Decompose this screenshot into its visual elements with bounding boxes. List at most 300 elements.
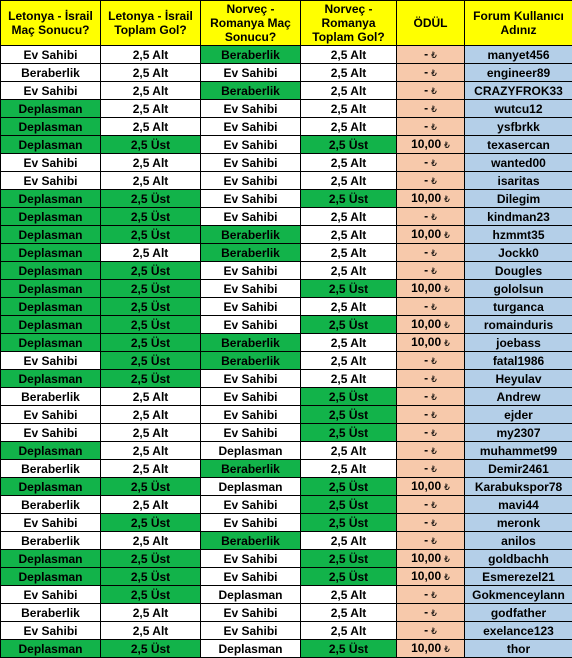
prize-amount: 10,00 bbox=[411, 281, 441, 295]
cell-norway-romania-result: Deplasman bbox=[201, 478, 301, 496]
header-latvia-israel-goals: Letonya - İsrail Toplam Gol? bbox=[101, 1, 201, 46]
cell-latvia-israel-result: Deplasman bbox=[1, 442, 101, 460]
cell-latvia-israel-result: Ev Sahibi bbox=[1, 586, 101, 604]
lira-icon: ₺ bbox=[444, 572, 450, 582]
header-forum-username: Forum Kullanıcı Adınız bbox=[465, 1, 572, 46]
prize-amount: 10,00 bbox=[411, 641, 441, 655]
prize-amount: - bbox=[424, 461, 428, 475]
cell-latvia-israel-goals: 2,5 Alt bbox=[101, 604, 201, 622]
prize-amount: - bbox=[424, 299, 428, 313]
cell-prize bbox=[397, 118, 465, 136]
cell-forum-username: Karabukspor78 bbox=[465, 478, 572, 496]
prize-amount: 10,00 bbox=[411, 191, 441, 205]
table-row bbox=[1, 190, 572, 208]
cell-prize bbox=[397, 280, 465, 298]
cell-latvia-israel-result: Ev Sahibi bbox=[1, 424, 101, 442]
lira-icon: ₺ bbox=[431, 212, 437, 222]
cell-latvia-israel-goals: 2,5 Alt bbox=[101, 46, 201, 64]
lira-icon: ₺ bbox=[431, 86, 437, 96]
cell-latvia-israel-goals: 2,5 Alt bbox=[101, 100, 201, 118]
cell-norway-romania-result: Ev Sahibi bbox=[201, 136, 301, 154]
cell-norway-romania-goals: 2,5 Alt bbox=[301, 244, 397, 262]
table-row bbox=[1, 586, 572, 604]
cell-prize bbox=[397, 64, 465, 82]
prize-amount: - bbox=[424, 47, 428, 61]
cell-prize bbox=[397, 388, 465, 406]
cell-forum-username: goldbachh bbox=[465, 550, 572, 568]
table-row bbox=[1, 316, 572, 334]
cell-forum-username: thor bbox=[465, 640, 572, 658]
cell-norway-romania-result: Deplasman bbox=[201, 640, 301, 658]
cell-latvia-israel-result: Beraberlik bbox=[1, 64, 101, 82]
prize-amount: - bbox=[424, 389, 428, 403]
cell-latvia-israel-result: Deplasman bbox=[1, 226, 101, 244]
cell-latvia-israel-result: Beraberlik bbox=[1, 604, 101, 622]
cell-latvia-israel-goals: 2,5 Alt bbox=[101, 154, 201, 172]
cell-forum-username: fatal1986 bbox=[465, 352, 572, 370]
cell-latvia-israel-goals: 2,5 Üst bbox=[101, 190, 201, 208]
cell-norway-romania-goals: 2,5 Alt bbox=[301, 532, 397, 550]
prize-amount: - bbox=[424, 497, 428, 511]
cell-norway-romania-goals: 2,5 Alt bbox=[301, 172, 397, 190]
cell-latvia-israel-result: Beraberlik bbox=[1, 532, 101, 550]
prize-amount: - bbox=[424, 353, 428, 367]
cell-prize bbox=[397, 352, 465, 370]
lira-icon: ₺ bbox=[431, 248, 437, 258]
cell-forum-username: Demir2461 bbox=[465, 460, 572, 478]
cell-latvia-israel-result: Deplasman bbox=[1, 136, 101, 154]
cell-norway-romania-goals: 2,5 Alt bbox=[301, 262, 397, 280]
cell-forum-username: romainduris bbox=[465, 316, 572, 334]
cell-forum-username: Dilegim bbox=[465, 190, 572, 208]
header-norway-romania-goals: Norveç - Romanya Toplam Gol? bbox=[301, 1, 397, 46]
cell-forum-username: wanted00 bbox=[465, 154, 572, 172]
cell-norway-romania-result: Ev Sahibi bbox=[201, 514, 301, 532]
cell-latvia-israel-goals: 2,5 Alt bbox=[101, 532, 201, 550]
cell-forum-username: godfather bbox=[465, 604, 572, 622]
prize-amount: - bbox=[424, 587, 428, 601]
table-row bbox=[1, 100, 572, 118]
cell-latvia-israel-goals: 2,5 Üst bbox=[101, 586, 201, 604]
cell-norway-romania-goals: 2,5 Alt bbox=[301, 298, 397, 316]
cell-norway-romania-goals: 2,5 Alt bbox=[301, 370, 397, 388]
cell-norway-romania-goals: 2,5 Alt bbox=[301, 46, 397, 64]
cell-norway-romania-result: Beraberlik bbox=[201, 334, 301, 352]
cell-prize bbox=[397, 514, 465, 532]
cell-norway-romania-result: Ev Sahibi bbox=[201, 604, 301, 622]
table-row bbox=[1, 82, 572, 100]
cell-norway-romania-result: Beraberlik bbox=[201, 460, 301, 478]
cell-prize bbox=[397, 262, 465, 280]
table-row bbox=[1, 244, 572, 262]
cell-norway-romania-result: Ev Sahibi bbox=[201, 370, 301, 388]
table-row bbox=[1, 352, 572, 370]
cell-prize bbox=[397, 154, 465, 172]
lira-icon: ₺ bbox=[431, 266, 437, 276]
cell-latvia-israel-goals: 2,5 Üst bbox=[101, 550, 201, 568]
cell-forum-username: joebass bbox=[465, 334, 572, 352]
cell-prize bbox=[397, 604, 465, 622]
cell-norway-romania-result: Beraberlik bbox=[201, 46, 301, 64]
cell-latvia-israel-result: Ev Sahibi bbox=[1, 406, 101, 424]
cell-latvia-israel-goals: 2,5 Alt bbox=[101, 622, 201, 640]
cell-norway-romania-goals: 2,5 Alt bbox=[301, 604, 397, 622]
header-norway-romania-result: Norveç - Romanya Maç Sonucu? bbox=[201, 1, 301, 46]
cell-forum-username: texasercan bbox=[465, 136, 572, 154]
lira-icon: ₺ bbox=[431, 356, 437, 366]
lira-icon: ₺ bbox=[444, 338, 450, 348]
cell-latvia-israel-goals: 2,5 Alt bbox=[101, 82, 201, 100]
cell-norway-romania-result: Ev Sahibi bbox=[201, 172, 301, 190]
cell-forum-username: turganca bbox=[465, 298, 572, 316]
cell-prize bbox=[397, 532, 465, 550]
cell-forum-username: gololsun bbox=[465, 280, 572, 298]
cell-prize bbox=[397, 640, 465, 658]
prize-amount: - bbox=[424, 101, 428, 115]
prize-amount: 10,00 bbox=[411, 317, 441, 331]
cell-norway-romania-result: Ev Sahibi bbox=[201, 388, 301, 406]
prize-amount: - bbox=[424, 443, 428, 457]
prize-amount: - bbox=[424, 65, 428, 79]
cell-latvia-israel-goals: 2,5 Üst bbox=[101, 370, 201, 388]
cell-norway-romania-goals: 2,5 Üst bbox=[301, 136, 397, 154]
cell-forum-username: Esmerezel21 bbox=[465, 568, 572, 586]
cell-norway-romania-goals: 2,5 Üst bbox=[301, 406, 397, 424]
cell-prize bbox=[397, 568, 465, 586]
cell-latvia-israel-goals: 2,5 Alt bbox=[101, 424, 201, 442]
cell-latvia-israel-goals: 2,5 Alt bbox=[101, 442, 201, 460]
prize-amount: 10,00 bbox=[411, 479, 441, 493]
table-row bbox=[1, 262, 572, 280]
cell-norway-romania-goals: 2,5 Üst bbox=[301, 316, 397, 334]
table-row bbox=[1, 46, 572, 64]
prize-amount: 10,00 bbox=[411, 551, 441, 565]
cell-latvia-israel-result: Ev Sahibi bbox=[1, 82, 101, 100]
cell-forum-username: CRAZYFROK33 bbox=[465, 82, 572, 100]
cell-latvia-israel-result: Deplasman bbox=[1, 370, 101, 388]
cell-norway-romania-goals: 2,5 Alt bbox=[301, 64, 397, 82]
cell-prize bbox=[397, 550, 465, 568]
cell-latvia-israel-result: Ev Sahibi bbox=[1, 514, 101, 532]
cell-prize bbox=[397, 334, 465, 352]
table-row bbox=[1, 460, 572, 478]
table-row bbox=[1, 136, 572, 154]
cell-prize bbox=[397, 226, 465, 244]
cell-latvia-israel-goals: 2,5 Üst bbox=[101, 208, 201, 226]
lira-icon: ₺ bbox=[431, 500, 437, 510]
cell-latvia-israel-result: Deplasman bbox=[1, 100, 101, 118]
cell-norway-romania-result: Ev Sahibi bbox=[201, 622, 301, 640]
lira-icon: ₺ bbox=[431, 608, 437, 618]
table-row bbox=[1, 568, 572, 586]
cell-norway-romania-goals: 2,5 Alt bbox=[301, 82, 397, 100]
cell-norway-romania-result: Ev Sahibi bbox=[201, 262, 301, 280]
cell-norway-romania-goals: 2,5 Alt bbox=[301, 622, 397, 640]
cell-latvia-israel-result: Ev Sahibi bbox=[1, 46, 101, 64]
prize-amount: 10,00 bbox=[411, 569, 441, 583]
cell-latvia-israel-result: Deplasman bbox=[1, 190, 101, 208]
cell-norway-romania-goals: 2,5 Alt bbox=[301, 334, 397, 352]
lira-icon: ₺ bbox=[431, 626, 437, 636]
cell-latvia-israel-result: Ev Sahibi bbox=[1, 622, 101, 640]
cell-latvia-israel-result: Deplasman bbox=[1, 280, 101, 298]
lira-icon: ₺ bbox=[431, 302, 437, 312]
cell-norway-romania-goals: 2,5 Alt bbox=[301, 586, 397, 604]
cell-latvia-israel-goals: 2,5 Alt bbox=[101, 388, 201, 406]
lira-icon: ₺ bbox=[431, 68, 437, 78]
cell-prize bbox=[397, 172, 465, 190]
prize-amount: - bbox=[424, 119, 428, 133]
cell-latvia-israel-result: Deplasman bbox=[1, 568, 101, 586]
cell-prize bbox=[397, 82, 465, 100]
cell-prize bbox=[397, 586, 465, 604]
cell-latvia-israel-goals: 2,5 Üst bbox=[101, 280, 201, 298]
table-row bbox=[1, 640, 572, 658]
cell-latvia-israel-result: Ev Sahibi bbox=[1, 172, 101, 190]
cell-prize bbox=[397, 100, 465, 118]
cell-prize bbox=[397, 424, 465, 442]
lira-icon: ₺ bbox=[444, 644, 450, 654]
cell-latvia-israel-goals: 2,5 Üst bbox=[101, 640, 201, 658]
cell-forum-username: ejder bbox=[465, 406, 572, 424]
cell-forum-username: meronk bbox=[465, 514, 572, 532]
cell-forum-username: kindman23 bbox=[465, 208, 572, 226]
cell-latvia-israel-goals: 2,5 Alt bbox=[101, 244, 201, 262]
cell-forum-username: Jockk0 bbox=[465, 244, 572, 262]
header-prize: ÖDÜL bbox=[397, 1, 465, 46]
table-row bbox=[1, 64, 572, 82]
cell-latvia-israel-goals: 2,5 Üst bbox=[101, 478, 201, 496]
table-row bbox=[1, 514, 572, 532]
prize-amount: - bbox=[424, 209, 428, 223]
header-row bbox=[1, 1, 572, 46]
cell-norway-romania-result: Beraberlik bbox=[201, 226, 301, 244]
table-body bbox=[1, 46, 572, 658]
lira-icon: ₺ bbox=[444, 320, 450, 330]
lira-icon: ₺ bbox=[444, 194, 450, 204]
cell-latvia-israel-result: Deplasman bbox=[1, 118, 101, 136]
cell-norway-romania-result: Ev Sahibi bbox=[201, 64, 301, 82]
cell-prize bbox=[397, 298, 465, 316]
lira-icon: ₺ bbox=[431, 50, 437, 60]
cell-latvia-israel-goals: 2,5 Üst bbox=[101, 262, 201, 280]
cell-norway-romania-result: Deplasman bbox=[201, 442, 301, 460]
cell-norway-romania-result: Ev Sahibi bbox=[201, 118, 301, 136]
lira-icon: ₺ bbox=[444, 284, 450, 294]
prize-amount: - bbox=[424, 425, 428, 439]
cell-forum-username: hzmmt35 bbox=[465, 226, 572, 244]
lira-icon: ₺ bbox=[431, 446, 437, 456]
cell-norway-romania-result: Beraberlik bbox=[201, 82, 301, 100]
cell-latvia-israel-goals: 2,5 Alt bbox=[101, 64, 201, 82]
cell-prize bbox=[397, 316, 465, 334]
cell-norway-romania-result: Ev Sahibi bbox=[201, 208, 301, 226]
cell-prize bbox=[397, 406, 465, 424]
cell-prize bbox=[397, 622, 465, 640]
cell-latvia-israel-goals: 2,5 Üst bbox=[101, 568, 201, 586]
prize-amount: - bbox=[424, 407, 428, 421]
table-row bbox=[1, 298, 572, 316]
cell-latvia-israel-result: Deplasman bbox=[1, 298, 101, 316]
cell-forum-username: ysfbrkk bbox=[465, 118, 572, 136]
prize-amount: - bbox=[424, 83, 428, 97]
table-row bbox=[1, 622, 572, 640]
cell-norway-romania-goals: 2,5 Alt bbox=[301, 118, 397, 136]
cell-norway-romania-goals: 2,5 Üst bbox=[301, 190, 397, 208]
cell-norway-romania-goals: 2,5 Alt bbox=[301, 226, 397, 244]
table-row bbox=[1, 172, 572, 190]
prize-amount: 10,00 bbox=[411, 335, 441, 349]
cell-latvia-israel-result: Deplasman bbox=[1, 316, 101, 334]
cell-norway-romania-goals: 2,5 Üst bbox=[301, 424, 397, 442]
lira-icon: ₺ bbox=[444, 482, 450, 492]
cell-norway-romania-result: Ev Sahibi bbox=[201, 100, 301, 118]
cell-latvia-israel-goals: 2,5 Üst bbox=[101, 514, 201, 532]
cell-forum-username: my2307 bbox=[465, 424, 572, 442]
prize-amount: - bbox=[424, 155, 428, 169]
cell-prize bbox=[397, 478, 465, 496]
cell-forum-username: manyet456 bbox=[465, 46, 572, 64]
cell-norway-romania-goals: 2,5 Alt bbox=[301, 208, 397, 226]
cell-prize bbox=[397, 244, 465, 262]
cell-forum-username: muhammet99 bbox=[465, 442, 572, 460]
cell-latvia-israel-goals: 2,5 Alt bbox=[101, 496, 201, 514]
cell-latvia-israel-goals: 2,5 Üst bbox=[101, 316, 201, 334]
prize-amount: 10,00 bbox=[411, 227, 441, 241]
cell-prize bbox=[397, 190, 465, 208]
cell-latvia-israel-result: Deplasman bbox=[1, 262, 101, 280]
cell-latvia-israel-goals: 2,5 Üst bbox=[101, 334, 201, 352]
lira-icon: ₺ bbox=[431, 536, 437, 546]
prize-amount: - bbox=[424, 515, 428, 529]
lira-icon: ₺ bbox=[444, 554, 450, 564]
cell-norway-romania-result: Beraberlik bbox=[201, 352, 301, 370]
cell-forum-username: wutcu12 bbox=[465, 100, 572, 118]
lira-icon: ₺ bbox=[431, 374, 437, 384]
lira-icon: ₺ bbox=[444, 140, 450, 150]
cell-latvia-israel-goals: 2,5 Üst bbox=[101, 226, 201, 244]
cell-forum-username: Gokmenceylann bbox=[465, 586, 572, 604]
cell-norway-romania-result: Ev Sahibi bbox=[201, 298, 301, 316]
cell-norway-romania-result: Beraberlik bbox=[201, 532, 301, 550]
cell-norway-romania-result: Ev Sahibi bbox=[201, 316, 301, 334]
cell-norway-romania-goals: 2,5 Üst bbox=[301, 568, 397, 586]
cell-latvia-israel-goals: 2,5 Üst bbox=[101, 352, 201, 370]
table-row bbox=[1, 424, 572, 442]
cell-norway-romania-result: Ev Sahibi bbox=[201, 190, 301, 208]
lira-icon: ₺ bbox=[431, 176, 437, 186]
cell-norway-romania-result: Ev Sahibi bbox=[201, 550, 301, 568]
prize-amount: - bbox=[424, 605, 428, 619]
table-row bbox=[1, 280, 572, 298]
cell-norway-romania-result: Ev Sahibi bbox=[201, 406, 301, 424]
cell-prize bbox=[397, 370, 465, 388]
cell-forum-username: Dougles bbox=[465, 262, 572, 280]
cell-latvia-israel-goals: 2,5 Alt bbox=[101, 460, 201, 478]
prize-amount: - bbox=[424, 533, 428, 547]
cell-norway-romania-result: Beraberlik bbox=[201, 244, 301, 262]
prize-amount: 10,00 bbox=[411, 137, 441, 151]
cell-latvia-israel-result: Ev Sahibi bbox=[1, 352, 101, 370]
cell-forum-username: anilos bbox=[465, 532, 572, 550]
cell-latvia-israel-result: Deplasman bbox=[1, 478, 101, 496]
cell-latvia-israel-result: Beraberlik bbox=[1, 496, 101, 514]
cell-prize bbox=[397, 46, 465, 64]
table-row bbox=[1, 370, 572, 388]
cell-latvia-israel-goals: 2,5 Alt bbox=[101, 118, 201, 136]
cell-norway-romania-result: Ev Sahibi bbox=[201, 280, 301, 298]
table-row bbox=[1, 154, 572, 172]
cell-latvia-israel-result: Deplasman bbox=[1, 550, 101, 568]
table-row bbox=[1, 478, 572, 496]
lira-icon: ₺ bbox=[431, 104, 437, 114]
table-row bbox=[1, 334, 572, 352]
cell-forum-username: exelance123 bbox=[465, 622, 572, 640]
cell-latvia-israel-result: Ev Sahibi bbox=[1, 154, 101, 172]
cell-forum-username: engineer89 bbox=[465, 64, 572, 82]
header-latvia-israel-result: Letonya - İsrail Maç Sonucu? bbox=[1, 1, 101, 46]
cell-norway-romania-goals: 2,5 Üst bbox=[301, 514, 397, 532]
cell-latvia-israel-goals: 2,5 Alt bbox=[101, 406, 201, 424]
prize-amount: - bbox=[424, 371, 428, 385]
cell-norway-romania-result: Ev Sahibi bbox=[201, 568, 301, 586]
prize-amount: - bbox=[424, 173, 428, 187]
cell-norway-romania-result: Ev Sahibi bbox=[201, 424, 301, 442]
lira-icon: ₺ bbox=[431, 392, 437, 402]
cell-norway-romania-goals: 2,5 Üst bbox=[301, 280, 397, 298]
cell-latvia-israel-result: Deplasman bbox=[1, 334, 101, 352]
prize-amount: - bbox=[424, 623, 428, 637]
cell-norway-romania-goals: 2,5 Alt bbox=[301, 460, 397, 478]
cell-latvia-israel-result: Beraberlik bbox=[1, 460, 101, 478]
cell-latvia-israel-result: Beraberlik bbox=[1, 388, 101, 406]
cell-norway-romania-result: Ev Sahibi bbox=[201, 496, 301, 514]
lira-icon: ₺ bbox=[431, 410, 437, 420]
cell-prize bbox=[397, 442, 465, 460]
cell-norway-romania-result: Deplasman bbox=[201, 586, 301, 604]
table-row bbox=[1, 388, 572, 406]
lira-icon: ₺ bbox=[431, 122, 437, 132]
table-row bbox=[1, 604, 572, 622]
lira-icon: ₺ bbox=[444, 230, 450, 240]
table-row bbox=[1, 496, 572, 514]
cell-prize bbox=[397, 208, 465, 226]
cell-norway-romania-goals: 2,5 Üst bbox=[301, 388, 397, 406]
lira-icon: ₺ bbox=[431, 428, 437, 438]
table-row bbox=[1, 532, 572, 550]
prize-amount: - bbox=[424, 245, 428, 259]
cell-forum-username: mavi44 bbox=[465, 496, 572, 514]
lira-icon: ₺ bbox=[431, 518, 437, 528]
cell-norway-romania-result: Ev Sahibi bbox=[201, 154, 301, 172]
cell-norway-romania-goals: 2,5 Üst bbox=[301, 550, 397, 568]
table-row bbox=[1, 550, 572, 568]
lira-icon: ₺ bbox=[431, 590, 437, 600]
table-row bbox=[1, 226, 572, 244]
table-row bbox=[1, 406, 572, 424]
cell-latvia-israel-goals: 2,5 Üst bbox=[101, 136, 201, 154]
cell-forum-username: Heyulav bbox=[465, 370, 572, 388]
lira-icon: ₺ bbox=[431, 464, 437, 474]
cell-norway-romania-goals: 2,5 Üst bbox=[301, 496, 397, 514]
lira-icon: ₺ bbox=[431, 158, 437, 168]
table-row bbox=[1, 208, 572, 226]
prize-amount: - bbox=[424, 263, 428, 277]
cell-forum-username: Andrew bbox=[465, 388, 572, 406]
table-row bbox=[1, 442, 572, 460]
cell-norway-romania-goals: 2,5 Üst bbox=[301, 640, 397, 658]
cell-norway-romania-goals: 2,5 Üst bbox=[301, 478, 397, 496]
